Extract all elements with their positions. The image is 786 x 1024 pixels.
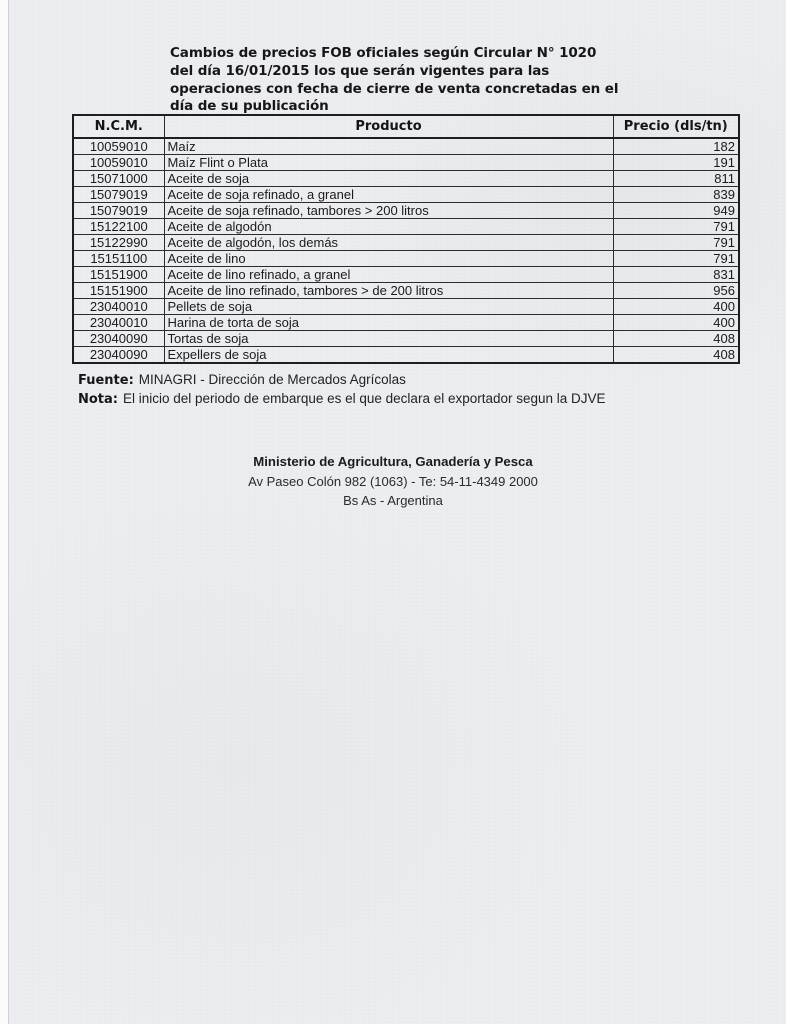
title-line-3: operaciones con fecha de cierre de venta concretadas en el bbox=[170, 80, 619, 97]
title-line-1: Cambios de precios FOB oficiales según Circular N° 1020 bbox=[170, 45, 597, 61]
producto-cell: Aceite de lino refinado, tambores > de 200 litros bbox=[164, 283, 613, 299]
table-header bbox=[73, 115, 739, 138]
ncm-cell: 23040090 bbox=[73, 331, 164, 347]
producto-cell: Tortas de soja bbox=[164, 331, 613, 347]
scan-left-edge bbox=[0, 0, 9, 1024]
producto-cell: Aceite de lino refinado, a granel bbox=[164, 267, 613, 283]
nota-line bbox=[78, 390, 606, 409]
table-row bbox=[73, 267, 739, 283]
precio-cell: 791 bbox=[613, 219, 739, 235]
ncm-cell: 15122990 bbox=[73, 235, 164, 251]
producto-cell: Aceite de soja refinado, tambores > 200 litros bbox=[164, 203, 613, 219]
producto-cell: Aceite de soja refinado, a granel bbox=[164, 187, 613, 203]
producto-cell: Aceite de algodón bbox=[164, 219, 613, 235]
ministry-location: Bs As - Argentina bbox=[343, 493, 443, 508]
table-body bbox=[73, 138, 739, 363]
ncm-cell: 23040090 bbox=[73, 347, 164, 364]
precio-cell: 791 bbox=[613, 251, 739, 267]
fuente-text: MINAGRI - Dirección de Mercados Agrícolas bbox=[138, 372, 406, 387]
col-header-producto: Producto bbox=[164, 115, 613, 138]
producto-cell: Harina de torta de soja bbox=[164, 315, 613, 331]
ncm-cell: 15079019 bbox=[73, 187, 164, 203]
nota-text: El inicio del periodo de embarque es el que declara el exportador segun la DJVE bbox=[123, 390, 606, 406]
precio-cell: 831 bbox=[613, 267, 739, 283]
precio-cell: 791 bbox=[613, 235, 739, 251]
producto-cell: Aceite de soja bbox=[164, 171, 613, 187]
producto-cell: Maíz bbox=[164, 138, 613, 155]
ncm-cell: 15151900 bbox=[73, 283, 164, 299]
ncm-cell: 15151900 bbox=[73, 267, 164, 283]
table-row bbox=[73, 155, 739, 171]
producto-cell: Aceite de lino bbox=[164, 251, 613, 267]
table-row bbox=[73, 203, 739, 219]
title-line-2: del día 16/01/2015 los que serán vigentes para las bbox=[170, 62, 550, 79]
precio-cell: 839 bbox=[613, 187, 739, 203]
table-row bbox=[73, 283, 739, 299]
ncm-cell: 23040010 bbox=[73, 299, 164, 315]
table-header-row bbox=[73, 115, 739, 138]
title-line-4: día de su publicación bbox=[170, 98, 329, 115]
table-row bbox=[73, 251, 739, 267]
producto-cell: Maíz Flint o Plata bbox=[164, 155, 613, 171]
precio-cell: 400 bbox=[613, 315, 739, 331]
fuente-label: Fuente: bbox=[78, 373, 134, 388]
precio-cell: 191 bbox=[613, 155, 739, 171]
precio-cell: 182 bbox=[613, 138, 739, 155]
ministry-address: Av Paseo Colón 982 (1063) - Te: 54-11-4349 2000 bbox=[248, 473, 538, 489]
precio-cell: 408 bbox=[613, 331, 739, 347]
table-row bbox=[73, 219, 739, 235]
producto-cell: Pellets de soja bbox=[164, 299, 613, 315]
ncm-cell: 15079019 bbox=[73, 203, 164, 219]
ncm-cell: 15122100 bbox=[73, 219, 164, 235]
fob-price-table bbox=[72, 114, 740, 364]
table-row bbox=[73, 171, 739, 187]
precio-cell: 956 bbox=[613, 283, 739, 299]
ncm-cell: 15151100 bbox=[73, 251, 164, 267]
fuente-line bbox=[78, 371, 606, 390]
table-row bbox=[73, 299, 739, 315]
table-row bbox=[73, 138, 739, 155]
ncm-cell: 15071000 bbox=[73, 171, 164, 187]
table-row bbox=[73, 347, 739, 364]
producto-cell: Expellers de soja bbox=[164, 347, 613, 364]
ncm-cell: 23040010 bbox=[73, 315, 164, 331]
ministry-name: Ministerio de Agricultura, Ganadería y Pesca bbox=[253, 454, 533, 469]
source-note-block bbox=[78, 371, 606, 408]
table-row bbox=[73, 331, 739, 347]
col-header-ncm: N.C.M. bbox=[73, 115, 164, 138]
document-title bbox=[170, 45, 640, 116]
producto-cell: Aceite de algodón, los demás bbox=[164, 235, 613, 251]
table-row bbox=[73, 315, 739, 331]
ncm-cell: 10059010 bbox=[73, 155, 164, 171]
table-row bbox=[73, 187, 739, 203]
precio-cell: 400 bbox=[613, 299, 739, 315]
ministry-footer bbox=[0, 452, 786, 511]
ncm-cell: 10059010 bbox=[73, 138, 164, 155]
precio-cell: 811 bbox=[613, 171, 739, 187]
table-row bbox=[73, 235, 739, 251]
precio-cell: 949 bbox=[613, 203, 739, 219]
nota-label: Nota: bbox=[78, 391, 118, 407]
precio-cell: 408 bbox=[613, 347, 739, 364]
col-header-precio: Precio (dls/tn) bbox=[613, 115, 739, 138]
